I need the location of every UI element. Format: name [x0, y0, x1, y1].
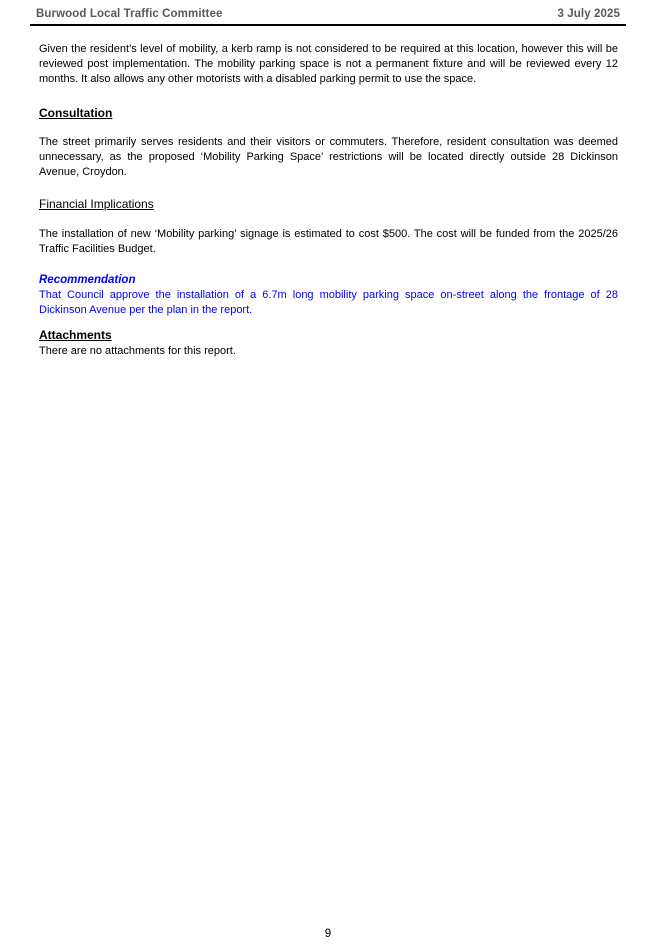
- section-attachments: [39, 328, 618, 359]
- document-body: [0, 26, 656, 359]
- header-date: 3 July 2025: [557, 8, 620, 20]
- section-financial-implications: [39, 197, 618, 257]
- document-header: [30, 6, 626, 26]
- financial-implications-heading: Financial Implications: [39, 197, 154, 211]
- attachments-paragraph: There are no attachments for this report.: [39, 345, 236, 357]
- page-number: 9: [324, 928, 332, 940]
- recommendation-heading: Recommendation: [39, 274, 136, 286]
- section-recommendation: [39, 273, 618, 318]
- financial-implications-paragraph: The installation of new ‘Mobility parking’ signage is estimated to cost $500. The cost will be funded from the 2025/26 Traffic Facilities Budget.: [39, 228, 618, 255]
- section-consultation: [39, 106, 618, 180]
- attachments-heading: Attachments: [39, 328, 112, 342]
- header-title: Burwood Local Traffic Committee: [36, 8, 223, 20]
- consultation-heading: Consultation: [39, 106, 113, 120]
- intro-paragraph: Given the resident’s level of mobility, a kerb ramp is not considered to be required at this location, however this will be reviewed post implementation. The mobility parking space is not a permanent fixture and will be reviewed every 12 months. It also allows any other motorists with a disabled parking permit to use the space.: [39, 43, 618, 85]
- consultation-paragraph: The street primarily serves residents and their visitors or commuters. Therefore, resident consultation was deemed unnecessary, as the proposed ‘Mobility Parking Space’ restrictions will be located directly outside 28 Dickinson Avenue, Croydon.: [39, 136, 618, 178]
- recommendation-paragraph: That Council approve the installation of a 6.7m long mobility parking space on-street along the frontage of 28 Dickinson Avenue per the plan in the report.: [39, 289, 618, 316]
- document-page: [0, 6, 656, 951]
